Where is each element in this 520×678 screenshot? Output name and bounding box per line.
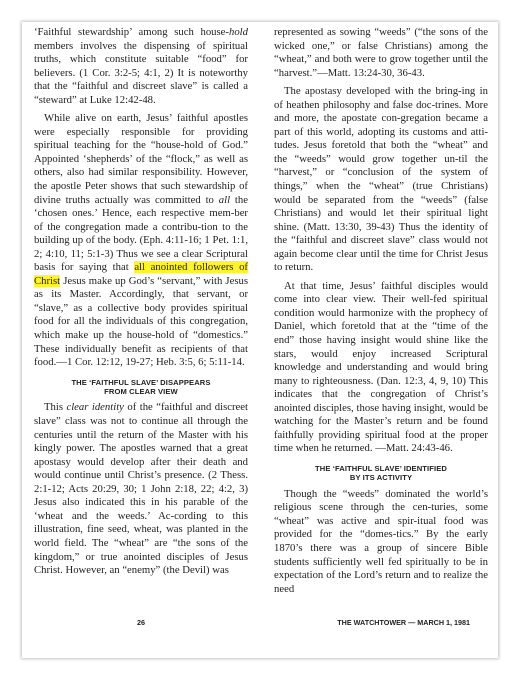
document-page [22, 22, 498, 658]
section-heading [274, 464, 488, 483]
text-run: Though the “weeds” dominated the world’s religious scene through the cen-turies, some “wheat” was active and spir-itual food was provided for the “domes-tics.” By the early 1870’s there was a group of sincere Bible students sufficiently well fed spiritually to be in expectation of the Lord’s return and to realize the need [274, 487, 488, 595]
italic-text: all [218, 193, 231, 206]
text-run: This [44, 401, 67, 414]
right-column [274, 26, 488, 601]
paragraph [274, 488, 488, 596]
section-heading [34, 378, 248, 397]
paragraph [274, 280, 488, 456]
italic-text: hold [228, 26, 248, 38]
highlighted-text: all anointed followers of Christ [34, 261, 248, 287]
paragraph [34, 401, 248, 577]
paragraph [274, 85, 488, 275]
text-run: At that time, Jesus’ faithful disciples would come into clear view. Their well-fed spiritual condition would harmonize with the prophecy of Daniel, which foretold that at the “time of the end” those having insight would shine like the stars, would enjoy increased Scriptural knowledge and understanding and would bring many to righteousness. (Dan. 12:3, 4, 9, 10) This indicates that the congregation of Christ’s anointed disciples, those having insight, would be watching for the Master’s return and be found faithfully providing spiritual food at the proper time when he returned. —Matt. 24:43-46. [274, 279, 488, 455]
text-run: The apostasy developed with the bring-ing in of heathen philosophy and false doc-trines. More and more, the apostate con-gregation became a part of this world, adopting its customs and atti-tudes. Jesus foretold that both the “wheat” and the “weeds” would grow together un-til the “harvest,” or “conclusion of the system of things,” when the “wheat” (true Christians) would be separated from the “weeds” (false Christians) and would let their spiritual light shine. (Matt. 13:30, 39-43) Thus the identity of the “faithful and discreet slave” class would not again become clear until the time for Christ Jesus to return. [274, 85, 488, 274]
paragraph [274, 26, 488, 80]
text-run: of the “faithful and discreet slave” class was not to continue all through the centuries until the return of the Master with his kingly power. The apostles warned that a great apostasy would develop after their death and would continue until Christ’s presence. (2 Thess. 2:1-12; Acts 20:29, 30; 1 John 2:18, 22; 4:2, 3) Jesus also indicated this in his parable of the ‘wheat and the weeds.’ Ac-cording to this illustration, fine seed, wheat, was planted in the world field. The “wheat” are “the sons of the kingdom,” or true anointed disciples of Jesus Christ. However, an “enemy” (the Devil) was [34, 401, 248, 577]
text-run: members involves the dispensing of spiritual truths, which constitute suitable “food” for believers. (1 Cor. 3:2-5; 4:1, 2) It is noteworthy that the “faithful and discreet slave” is called a “steward” at Luke 12:42-48. [34, 39, 248, 106]
text-run: represented as sowing “weeds” (“the sons of the wicked one,” or false Christians) among the “wheat,” and both were to grow together until the “harvest.”—Matt. 13:24-30, 36-43. [274, 26, 488, 79]
page-number: 26 [137, 618, 145, 627]
text-run: ‘Faithful stewardship’ among such house- [34, 26, 229, 38]
section-heading-line: THE ‘FAITHFUL SLAVE’ DISAPPEARS [71, 377, 211, 387]
paragraph [34, 112, 248, 369]
paragraph [34, 26, 248, 107]
text-run: Jesus make up God’s “servant,” with Jesus as its Master. Accordingly, that servant, or “slave,” as a collective body provides spiritual food for all the individuals of this congregation, which make up the house-hold of “domestics.” These individually benefit as recipients of that food.—1 Cor. 12:12, 19-27; Heb. 3:5, 6; 5:11-14. [34, 274, 248, 369]
italic-text: clear identity [66, 401, 124, 414]
left-column [34, 26, 248, 583]
text-run: the ‘chosen ones.’ Hence, each respective mem-ber of the congregation made a contribu-tion to the building up of the body. (Eph. 4:11-16; 1 Pet. 1:1, 2; 4:10, 11; 5:1-3) Thus we see a clear Scriptural basis for saying that [34, 193, 248, 274]
running-title: THE WATCHTOWER — MARCH 1, 1981 [337, 618, 470, 627]
section-heading-line: THE ‘FAITHFUL SLAVE’ IDENTIFIED [315, 463, 447, 473]
section-heading-line: FROM CLEAR VIEW [104, 387, 178, 397]
section-heading-line: BY ITS ACTIVITY [349, 473, 413, 483]
text-run: While alive on earth, Jesus’ faithful apostles were especially responsible for providing spiritual teaching for the “house-hold of God.” Appointed ‘shepherds’ of the “flock,” as well as others, also had similar responsibility. However, the apostle Peter shows that such stewardship of divine truths actually was committed to [34, 112, 248, 206]
